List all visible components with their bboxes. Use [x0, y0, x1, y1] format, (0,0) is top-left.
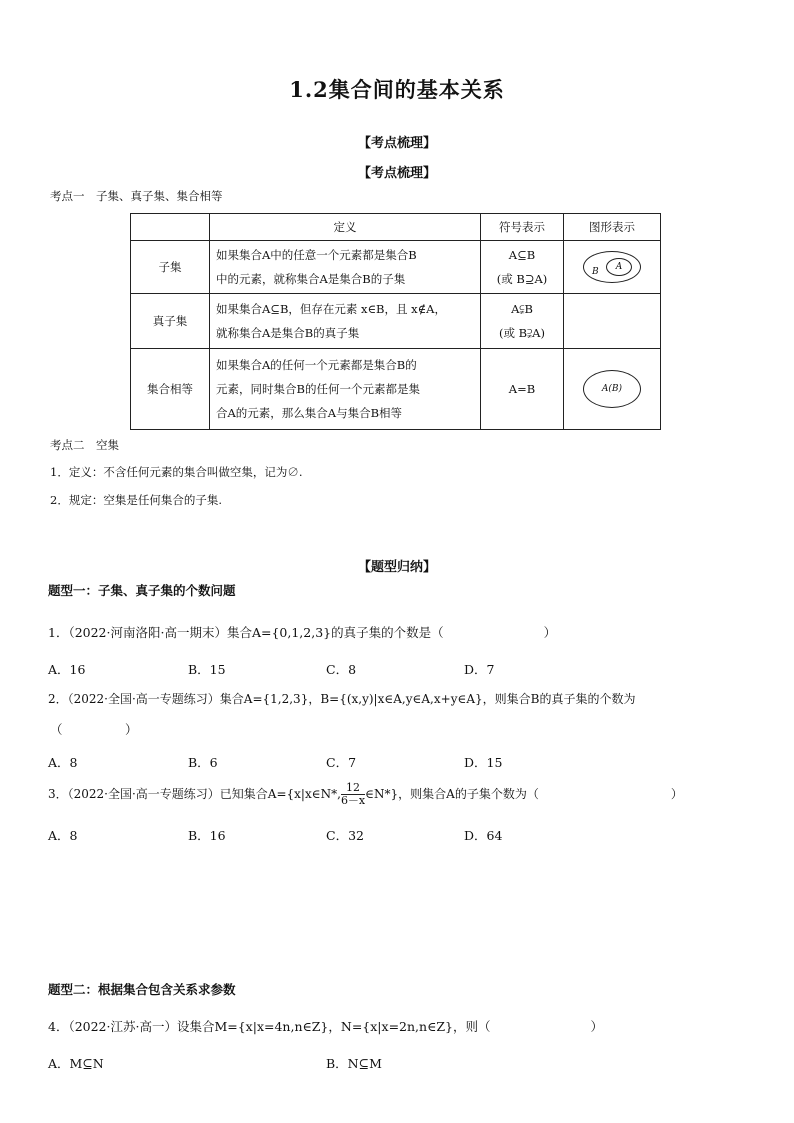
row-symbol: [481, 241, 564, 294]
definition-line: 如果集合A中的任意一个元素都是集合B: [216, 248, 417, 262]
question-2-option: D．15: [464, 755, 503, 770]
key-point-1-heading: 考点一 子集、真子集、集合相等: [50, 189, 223, 203]
page-title: 1.2集合间的基本关系: [289, 77, 505, 102]
symbol-line: (或 B⫌A): [499, 326, 545, 340]
question-4-option: B．N⊆M: [326, 1056, 382, 1071]
inner-set-label: A: [606, 258, 632, 276]
fraction-denominator: 6－x: [340, 794, 366, 807]
table-row: [131, 241, 661, 294]
question-1-stem: 1．（2022·河南洛阳·高一期末）集合A={0,1,2,3}的真子集的个数是（ ）: [48, 625, 557, 640]
question-3-stem: [48, 782, 683, 807]
section-heading-key-points-repeat: 【考点梳理】: [357, 166, 436, 181]
equal-sets-diagram: A(B): [583, 370, 641, 408]
row-definition: [210, 294, 481, 349]
row-name: 子集: [131, 241, 210, 294]
key-point-2-heading: 考点二 空集: [50, 438, 119, 452]
type-1-heading: 题型一：子集、真子集的个数问题: [48, 583, 236, 598]
table-header-cell: [131, 214, 210, 241]
row-definition: [210, 349, 481, 430]
question-3-option: A．8: [48, 828, 78, 843]
question-1-option: C．8: [326, 662, 357, 677]
table-row: [131, 349, 661, 430]
question-2-stem: 2．（2022·全国·高一专题练习）集合A={1,2,3}，B={(x,y)|x∈A,y∈A,x+y∈A}，则集合B的真子集的个数为: [48, 692, 636, 706]
definition-line: 如果集合A⊆B，但存在元素 x∈B，且 x∉A，: [216, 302, 446, 316]
definition-line: 合A的元素，那么集合A与集合B相等: [216, 406, 403, 420]
question-3-stem-end: ∈N*}，则集合A的子集个数为（ ）: [365, 787, 683, 801]
row-figure: [564, 349, 661, 430]
section-heading-question-types: 【题型归纳】: [357, 560, 436, 575]
key-point-2-item: 1．定义：不含任何元素的集合叫做空集，记为∅.: [50, 465, 303, 479]
fraction: [341, 782, 365, 807]
row-figure: [564, 241, 661, 294]
question-1-option: A．16: [48, 662, 86, 677]
question-2-stem-continued: （ ）: [50, 722, 138, 737]
table-header-row: [131, 214, 661, 241]
section-heading-key-points: 【考点梳理】: [357, 136, 436, 151]
definition-line: 如果集合A的任何一个元素都是集合B的: [216, 358, 417, 372]
question-3-stem-start: 3．（2022·全国·高一专题练习）已知集合A={x|x∈N*,: [48, 787, 341, 801]
definition-line: 元素，同时集合B的任何一个元素都是集: [216, 382, 420, 396]
question-3-option: D．64: [464, 828, 503, 843]
symbol-line: (或 B⊇A): [496, 272, 548, 286]
question-1-option: B．15: [188, 662, 226, 677]
table-header-cell: 图形表示: [564, 214, 661, 241]
question-3-option: C．32: [326, 828, 364, 843]
fraction-numerator: 12: [341, 782, 365, 795]
table-row: [131, 294, 661, 349]
outer-set-label: B: [592, 267, 599, 277]
row-symbol: A=B: [481, 349, 564, 430]
subset-venn-diagram: [583, 251, 641, 283]
row-definition: [210, 241, 481, 294]
question-1-option: D．7: [464, 662, 495, 677]
row-figure-empty: [564, 294, 661, 349]
type-2-heading: 题型二：根据集合包含关系求参数: [48, 982, 236, 997]
definition-line: 中的元素，就称集合A是集合B的子集: [216, 272, 406, 286]
question-2-option: C．7: [326, 755, 357, 770]
key-point-2-item: 2．规定：空集是任何集合的子集.: [50, 493, 222, 507]
table-header-cell: 定义: [210, 214, 481, 241]
question-2-option: B．6: [188, 755, 218, 770]
row-name: 集合相等: [131, 349, 210, 430]
definition-line: 就称集合A是集合B的真子集: [216, 326, 360, 340]
row-symbol: [481, 294, 564, 349]
question-3-option: B．16: [188, 828, 226, 843]
row-name: 真子集: [131, 294, 210, 349]
question-2-option: A．8: [48, 755, 78, 770]
symbol-line: A⫋B: [511, 302, 533, 316]
question-4-stem: 4．（2022·江苏·高一）设集合M={x|x=4n,n∈Z}，N={x|x=2n,n∈Z}，则（ ）: [48, 1019, 603, 1034]
table-header-cell: 符号表示: [481, 214, 564, 241]
question-4-option: A．M⊆N: [48, 1056, 104, 1071]
symbol-line: A⊆B: [508, 248, 536, 262]
concept-table: [130, 213, 661, 430]
